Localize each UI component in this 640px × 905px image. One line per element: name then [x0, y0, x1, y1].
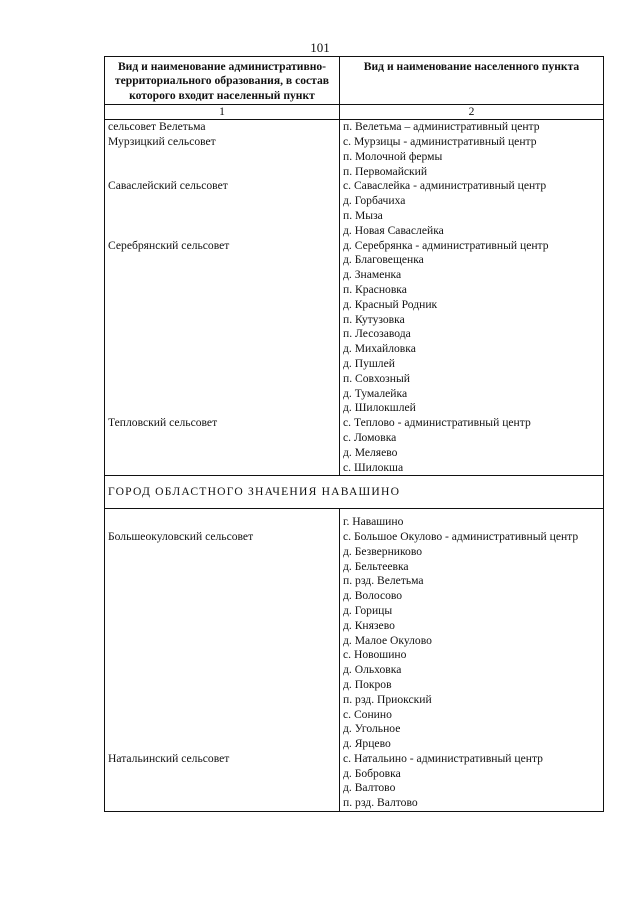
- admin-unit-cell: Саваслейский сельсовет: [105, 179, 340, 194]
- settlement-cell: д. Бельтеевка: [340, 560, 604, 575]
- table-row: [105, 239, 604, 254]
- admin-unit-cell: [105, 545, 340, 560]
- settlement-cell: п. Лесозавода: [340, 327, 604, 342]
- admin-unit-cell: [105, 589, 340, 604]
- settlement-cell: д. Благовещенка: [340, 253, 604, 268]
- settlement-cell: д. Ярцево: [340, 737, 604, 752]
- settlement-cell: п. Молочной фермы: [340, 150, 604, 165]
- table-row: [105, 165, 604, 180]
- table-row: [105, 589, 604, 604]
- settlement-cell: д. Угольное: [340, 722, 604, 737]
- settlement-cell: д. Горбачиха: [340, 194, 604, 209]
- table-row: [105, 560, 604, 575]
- table-row: [105, 253, 604, 268]
- admin-unit-cell: [105, 372, 340, 387]
- settlement-cell: д. Пушлей: [340, 357, 604, 372]
- table-row: [105, 604, 604, 619]
- table-row: [105, 722, 604, 737]
- section-heading: ГОРОД ОБЛАСТНОГО ЗНАЧЕНИЯ НАВАШИНО: [105, 476, 604, 509]
- page-number: 101: [310, 40, 330, 55]
- settlement-cell: п. Первомайский: [340, 165, 604, 180]
- admin-unit-cell: [105, 693, 340, 708]
- table-row: [105, 530, 604, 545]
- table-row: [105, 298, 604, 313]
- admin-unit-cell: [105, 708, 340, 723]
- table-row: [105, 796, 604, 811]
- settlement-cell: д. Ольховка: [340, 663, 604, 678]
- admin-unit-cell: [105, 253, 340, 268]
- admin-unit-cell: [105, 722, 340, 737]
- admin-unit-cell: [105, 678, 340, 693]
- admin-unit-cell: [105, 357, 340, 372]
- table-row: [105, 268, 604, 283]
- admin-unit-cell: Тепловский сельсовет: [105, 416, 340, 431]
- settlements-table: [104, 56, 604, 812]
- settlement-cell: д. Бобровка: [340, 767, 604, 782]
- admin-unit-cell: [105, 737, 340, 752]
- admin-unit-cell: [105, 648, 340, 663]
- admin-unit-cell: [105, 767, 340, 782]
- table-row: [105, 150, 604, 165]
- table-row: [105, 283, 604, 298]
- table-row: [105, 781, 604, 796]
- table-row: [105, 708, 604, 723]
- admin-unit-cell: Мурзицкий сельсовет: [105, 135, 340, 150]
- admin-unit-cell: [105, 283, 340, 298]
- table-row: [105, 224, 604, 239]
- table-row: [105, 431, 604, 446]
- column-number-2: 2: [340, 105, 604, 120]
- admin-unit-cell: [105, 342, 340, 357]
- settlement-cell: д. Безверниково: [340, 545, 604, 560]
- settlement-cell: д. Новая Саваслейка: [340, 224, 604, 239]
- settlement-cell: п. Красновка: [340, 283, 604, 298]
- admin-unit-cell: [105, 150, 340, 165]
- admin-unit-cell: [105, 604, 340, 619]
- settlement-cell: д. Красный Родник: [340, 298, 604, 313]
- table-row: [105, 209, 604, 224]
- admin-unit-cell: [105, 268, 340, 283]
- table-row: [105, 693, 604, 708]
- table-body: [105, 105, 604, 812]
- settlement-cell: п. Совхозный: [340, 372, 604, 387]
- settlement-cell: д. Горицы: [340, 604, 604, 619]
- admin-unit-cell: [105, 313, 340, 328]
- admin-unit-cell: [105, 224, 340, 239]
- table-row: [105, 387, 604, 402]
- admin-unit-cell: [105, 387, 340, 402]
- admin-unit-cell: [105, 619, 340, 634]
- table-row: [105, 752, 604, 767]
- admin-unit-cell: [105, 560, 340, 575]
- admin-unit-cell: [105, 663, 340, 678]
- settlement-cell: д. Серебрянка - административный центр: [340, 239, 604, 254]
- settlement-cell: п. рзд. Велетьма: [340, 574, 604, 589]
- settlement-cell: д. Волосово: [340, 589, 604, 604]
- admin-unit-cell: [105, 461, 340, 476]
- admin-unit-cell: [105, 327, 340, 342]
- admin-unit-cell: Натальинский сельсовет: [105, 752, 340, 767]
- settlement-cell: п. Велетьма – административный центр: [340, 120, 604, 135]
- admin-unit-cell: [105, 796, 340, 811]
- header-admin-unit: Вид и наименование административно-территориального образования, в состав которого входит населенный пункт: [105, 57, 340, 105]
- table-row: [105, 767, 604, 782]
- settlement-cell: с. Саваслейка - административный центр: [340, 179, 604, 194]
- admin-unit-cell: [105, 209, 340, 224]
- settlement-cell: с. Мурзицы - административный центр: [340, 135, 604, 150]
- table-row: [105, 194, 604, 209]
- table-header-row: [105, 57, 604, 105]
- table-row: [105, 416, 604, 431]
- settlement-cell: д. Валтово: [340, 781, 604, 796]
- table-row: [105, 120, 604, 135]
- admin-unit-cell: [105, 431, 340, 446]
- settlement-cell: с. Новошино: [340, 648, 604, 663]
- settlement-cell: д. Тумалейка: [340, 387, 604, 402]
- header-settlement: Вид и наименование населенного пункта: [340, 57, 604, 105]
- settlement-cell: д. Михайловка: [340, 342, 604, 357]
- admin-unit-cell: [105, 515, 340, 530]
- table-row: [105, 737, 604, 752]
- settlement-cell: д. Меляево: [340, 446, 604, 461]
- admin-unit-cell: Серебрянский сельсовет: [105, 239, 340, 254]
- settlement-cell: д. Малое Окулово: [340, 634, 604, 649]
- table-row: [105, 574, 604, 589]
- settlement-cell: с. Сонино: [340, 708, 604, 723]
- admin-unit-cell: сельсовет Велетьма: [105, 120, 340, 135]
- settlement-cell: п. Мыза: [340, 209, 604, 224]
- settlement-cell: д. Покров: [340, 678, 604, 693]
- admin-unit-cell: [105, 194, 340, 209]
- settlement-cell: п. рзд. Приокский: [340, 693, 604, 708]
- table-row: [105, 461, 604, 476]
- admin-unit-cell: [105, 781, 340, 796]
- table-row: [105, 135, 604, 150]
- settlement-cell: д. Шилокшлей: [340, 401, 604, 416]
- table-row: [105, 663, 604, 678]
- admin-unit-cell: Большеокуловский сельсовет: [105, 530, 340, 545]
- table-row: [105, 179, 604, 194]
- settlement-cell: с. Ломовка: [340, 431, 604, 446]
- table-row: [105, 401, 604, 416]
- settlement-cell: д. Князево: [340, 619, 604, 634]
- table-row: [105, 446, 604, 461]
- section-heading-row: [105, 476, 604, 509]
- admin-unit-cell: [105, 634, 340, 649]
- table-row: [105, 678, 604, 693]
- table-row: [105, 342, 604, 357]
- table-row: [105, 515, 604, 530]
- settlement-cell: с. Натальино - административный центр: [340, 752, 604, 767]
- admin-unit-cell: [105, 401, 340, 416]
- settlement-cell: с. Теплово - административный центр: [340, 416, 604, 431]
- settlement-cell: с. Шилокша: [340, 461, 604, 476]
- table-row: [105, 357, 604, 372]
- admin-unit-cell: [105, 574, 340, 589]
- table-row: [105, 327, 604, 342]
- admin-unit-cell: [105, 298, 340, 313]
- settlement-cell: п. Кутузовка: [340, 313, 604, 328]
- column-number-1: 1: [105, 105, 340, 120]
- settlement-cell: п. рзд. Валтово: [340, 796, 604, 811]
- admin-unit-cell: [105, 446, 340, 461]
- admin-unit-cell: [105, 165, 340, 180]
- table-row: [105, 545, 604, 560]
- table-row: [105, 648, 604, 663]
- column-number-row: [105, 105, 604, 120]
- settlement-cell: д. Знаменка: [340, 268, 604, 283]
- settlement-cell: с. Большое Окулово - административный центр: [340, 530, 604, 545]
- table-row: [105, 619, 604, 634]
- table-row: [105, 372, 604, 387]
- table-row: [105, 634, 604, 649]
- table-row: [105, 313, 604, 328]
- settlement-cell: г. Навашино: [340, 515, 604, 530]
